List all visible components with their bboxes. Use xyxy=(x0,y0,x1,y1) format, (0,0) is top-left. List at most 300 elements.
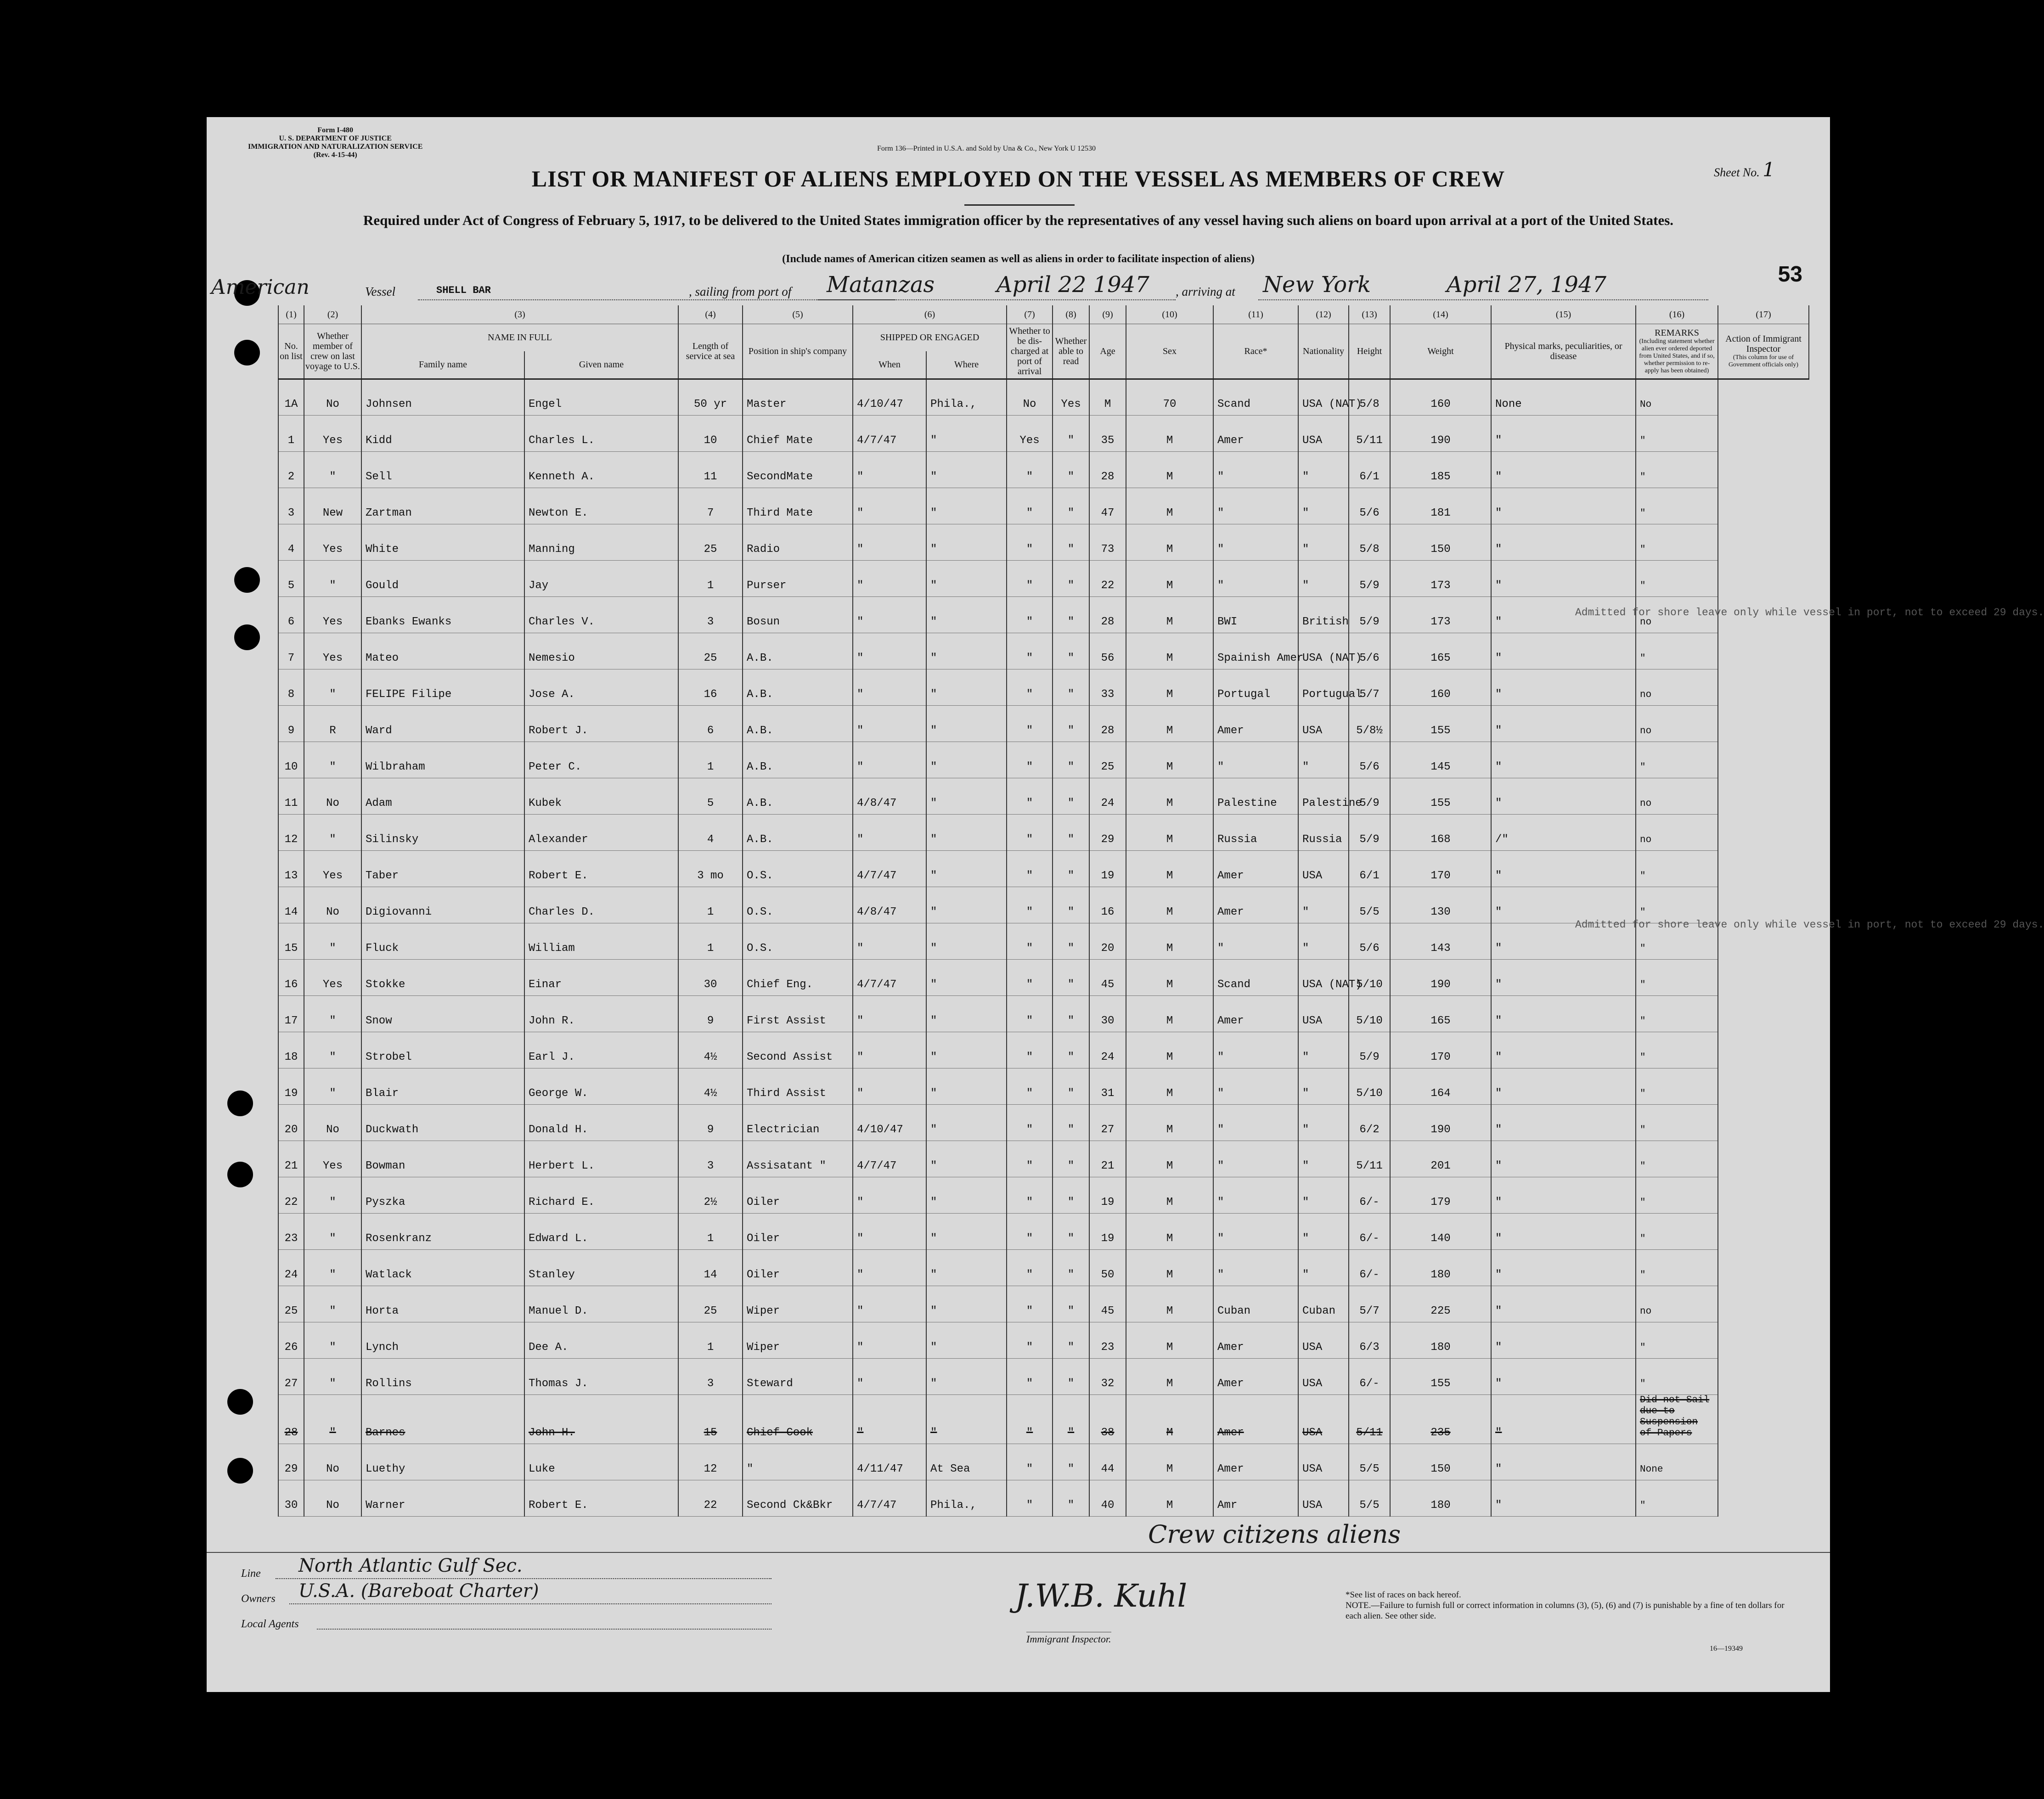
height: 5/7 xyxy=(1349,669,1390,705)
remarks: no xyxy=(1636,596,1718,633)
able-read: " xyxy=(1053,596,1089,633)
height: 5/8 xyxy=(1349,379,1390,415)
form-number: Form I-480 xyxy=(317,126,354,134)
shipped-when: " xyxy=(853,560,926,596)
shipped-when: 4/7/47 xyxy=(853,1141,926,1177)
remarks: " xyxy=(1636,923,1718,959)
length-service: 4 xyxy=(678,814,743,850)
nationality: " xyxy=(1298,488,1349,524)
weight: 190 xyxy=(1390,1104,1491,1141)
sex: M xyxy=(1126,1358,1213,1394)
physical-marks: " xyxy=(1491,995,1636,1032)
family-name: Rollins xyxy=(361,1358,524,1394)
race: " xyxy=(1213,742,1298,778)
discharged: " xyxy=(1007,742,1053,778)
race: " xyxy=(1213,1213,1298,1249)
race: Spainish Amer xyxy=(1213,633,1298,669)
physical-marks: " xyxy=(1491,923,1636,959)
table-row xyxy=(278,1141,1809,1177)
prev-voyage: R xyxy=(304,705,361,742)
nationality: Portugual xyxy=(1298,669,1349,705)
prev-voyage: " xyxy=(304,1177,361,1213)
weight: 168 xyxy=(1390,814,1491,850)
shipped-where: " xyxy=(926,560,1007,596)
physical-marks: " xyxy=(1491,1286,1636,1322)
agents-label: Local Agents xyxy=(241,1618,299,1630)
age: 45 xyxy=(1089,1286,1126,1322)
length-service: 3 xyxy=(678,1358,743,1394)
punch-hole xyxy=(227,1162,253,1187)
header-able-read: Whether able to read xyxy=(1053,324,1089,379)
age: 28 xyxy=(1089,451,1126,488)
row-number: 17 xyxy=(278,995,304,1032)
able-read: " xyxy=(1053,887,1089,923)
shipped-when: " xyxy=(853,596,926,633)
prev-voyage: " xyxy=(304,451,361,488)
sex: M xyxy=(1126,451,1213,488)
sex: M xyxy=(1126,560,1213,596)
length-service: 25 xyxy=(678,1286,743,1322)
voyage-line xyxy=(207,271,1830,303)
height: 6/- xyxy=(1349,1177,1390,1213)
row-number: 15 xyxy=(278,923,304,959)
able-read: Yes xyxy=(1053,379,1089,415)
weight: 173 xyxy=(1390,596,1491,633)
race: Amer xyxy=(1213,1444,1298,1480)
form-subtitle: Required under Act of Congress of February 5, 1917, to be delivered to the United States immigration officer by the representatives of any vessel having such aliens on board upon arrival at a port of the United States. xyxy=(363,212,1674,228)
shipped-when: 4/11/47 xyxy=(853,1444,926,1480)
physical-marks: " xyxy=(1491,705,1636,742)
inspector-signature: J.W.B. Kuhl xyxy=(1015,1578,1188,1614)
sex: M xyxy=(1126,669,1213,705)
position: Third Assist xyxy=(743,1068,853,1104)
prev-voyage: " xyxy=(304,669,361,705)
age: 50 xyxy=(1089,1249,1126,1286)
row-number: 14 xyxy=(278,887,304,923)
able-read: " xyxy=(1053,1286,1089,1322)
form-title: LIST OR MANIFEST OF ALIENS EMPLOYED ON THE VESSEL AS MEMBERS OF CREW xyxy=(531,166,1505,191)
age: M xyxy=(1089,379,1126,415)
discharged: " xyxy=(1007,1480,1053,1516)
position: O.S. xyxy=(743,850,853,887)
nationality: USA xyxy=(1298,415,1349,451)
age: 40 xyxy=(1089,1480,1126,1516)
remarks: " xyxy=(1636,1249,1718,1286)
family-name: Digiovanni xyxy=(361,887,524,923)
able-read: " xyxy=(1053,633,1089,669)
physical-marks: " xyxy=(1491,1104,1636,1141)
age: 24 xyxy=(1089,1032,1126,1068)
family-name: Luethy xyxy=(361,1444,524,1480)
shipped-when: 4/7/47 xyxy=(853,959,926,995)
height: 6/- xyxy=(1349,1249,1390,1286)
able-read: " xyxy=(1053,415,1089,451)
punch-hole xyxy=(234,567,260,593)
length-service: 11 xyxy=(678,451,743,488)
remarks: " xyxy=(1636,633,1718,669)
prev-voyage: No xyxy=(304,379,361,415)
shipped-where: " xyxy=(926,887,1007,923)
table-row xyxy=(278,560,1809,596)
discharged: " xyxy=(1007,1444,1053,1480)
age: 45 xyxy=(1089,959,1126,995)
given-name: Kubek xyxy=(524,778,678,814)
length-service: 3 xyxy=(678,1141,743,1177)
remarks: no xyxy=(1636,705,1718,742)
remarks: " xyxy=(1636,415,1718,451)
owners-label: Owners xyxy=(241,1593,276,1605)
age: 21 xyxy=(1089,1141,1126,1177)
family-name: Rosenkranz xyxy=(361,1213,524,1249)
race: Portugal xyxy=(1213,669,1298,705)
position: Steward xyxy=(743,1358,853,1394)
prev-voyage: " xyxy=(304,995,361,1032)
physical-marks: " xyxy=(1491,524,1636,560)
nationality: USA xyxy=(1298,1394,1349,1444)
physical-marks: None xyxy=(1491,379,1636,415)
remarks: " xyxy=(1636,1141,1718,1177)
length-service: 1 xyxy=(678,887,743,923)
age: 28 xyxy=(1089,705,1126,742)
table-row xyxy=(278,995,1809,1032)
able-read: " xyxy=(1053,959,1089,995)
position: Purser xyxy=(743,560,853,596)
prev-voyage: No xyxy=(304,887,361,923)
row-number: 8 xyxy=(278,669,304,705)
height: 5/10 xyxy=(1349,995,1390,1032)
position: Chief Cook xyxy=(743,1394,853,1444)
family-name: Blair xyxy=(361,1068,524,1104)
shipped-where: " xyxy=(926,415,1007,451)
position: A.B. xyxy=(743,669,853,705)
discharged: " xyxy=(1007,524,1053,560)
prev-voyage: " xyxy=(304,1322,361,1358)
sex: M xyxy=(1126,524,1213,560)
table-row xyxy=(278,1032,1809,1068)
shipped-where: " xyxy=(926,596,1007,633)
shipped-where: " xyxy=(926,1177,1007,1213)
family-name: Gould xyxy=(361,560,524,596)
remarks: " xyxy=(1636,1032,1718,1068)
nationality: " xyxy=(1298,923,1349,959)
age: 44 xyxy=(1089,1444,1126,1480)
prev-voyage: No xyxy=(304,1444,361,1480)
family-name: Duckwath xyxy=(361,1104,524,1141)
length-service: 1 xyxy=(678,1213,743,1249)
position: Chief Eng. xyxy=(743,959,853,995)
header-remarks: REMARKS (Including statement whether alien ever ordered deported from United States, and if so, whether permission to re-apply has been obtained) xyxy=(1636,324,1718,379)
shipped-where: " xyxy=(926,633,1007,669)
race: Russia xyxy=(1213,814,1298,850)
shipped-when: 4/10/47 xyxy=(853,1104,926,1141)
remarks: " xyxy=(1636,887,1718,923)
header-prev-voyage: Whether member of crew on last voyage to U.S. xyxy=(304,324,361,379)
shipped-when: 4/8/47 xyxy=(853,887,926,923)
table-row xyxy=(278,742,1809,778)
header-position: Position in ship's company xyxy=(743,324,853,379)
position: Electrician xyxy=(743,1104,853,1141)
remarks: no xyxy=(1636,778,1718,814)
position: A.B. xyxy=(743,778,853,814)
given-name: Manning xyxy=(524,524,678,560)
able-read: " xyxy=(1053,1177,1089,1213)
row-number: 24 xyxy=(278,1249,304,1286)
table-row xyxy=(278,379,1809,415)
discharged: " xyxy=(1007,923,1053,959)
remarks: " xyxy=(1636,959,1718,995)
physical-marks: " xyxy=(1491,1394,1636,1444)
shore-leave-stamp: Admitted for shore leave only while vessel in port, not to exceed 29 days. xyxy=(1575,607,2044,618)
table-row xyxy=(278,524,1809,560)
remarks: " xyxy=(1636,524,1718,560)
table-row xyxy=(278,1322,1809,1358)
nationality: Cuban xyxy=(1298,1286,1349,1322)
family-name: Kidd xyxy=(361,415,524,451)
position: A.B. xyxy=(743,814,853,850)
age: 23 xyxy=(1089,1322,1126,1358)
age: 31 xyxy=(1089,1068,1126,1104)
weight: 165 xyxy=(1390,995,1491,1032)
table-row xyxy=(278,1068,1809,1104)
given-name: Donald H. xyxy=(524,1104,678,1141)
length-service: 1 xyxy=(678,560,743,596)
height: 5/9 xyxy=(1349,1032,1390,1068)
shipped-where: " xyxy=(926,524,1007,560)
physical-marks: " xyxy=(1491,1480,1636,1516)
table-row xyxy=(278,1104,1809,1141)
able-read: " xyxy=(1053,1444,1089,1480)
physical-marks: " xyxy=(1491,959,1636,995)
shipped-when: 4/7/47 xyxy=(853,1480,926,1516)
remarks: " xyxy=(1636,1104,1718,1141)
able-read: " xyxy=(1053,1249,1089,1286)
nationality: USA xyxy=(1298,1358,1349,1394)
age: 47 xyxy=(1089,488,1126,524)
family-name: Ward xyxy=(361,705,524,742)
nationality: USA xyxy=(1298,850,1349,887)
table-row xyxy=(278,1358,1809,1394)
sex: M xyxy=(1126,814,1213,850)
sex: M xyxy=(1126,1249,1213,1286)
page-number: 53 xyxy=(1778,262,1802,287)
sex: M xyxy=(1126,1177,1213,1213)
length-service: 4½ xyxy=(678,1068,743,1104)
weight: 165 xyxy=(1390,633,1491,669)
prev-voyage: " xyxy=(304,1358,361,1394)
nationality: USA xyxy=(1298,995,1349,1032)
given-name: Earl J. xyxy=(524,1032,678,1068)
shipped-when: " xyxy=(853,1358,926,1394)
given-name: Richard E. xyxy=(524,1177,678,1213)
race: " xyxy=(1213,923,1298,959)
able-read: " xyxy=(1053,778,1089,814)
form-department: U. S. DEPARTMENT OF JUSTICE xyxy=(279,135,392,142)
discharged: " xyxy=(1007,669,1053,705)
shipped-where: " xyxy=(926,1213,1007,1249)
remarks: " xyxy=(1636,1358,1718,1394)
discharged: " xyxy=(1007,1322,1053,1358)
punch-hole xyxy=(227,1389,253,1415)
sex: M xyxy=(1126,1104,1213,1141)
vessel-name: SHELL BAR xyxy=(436,285,491,296)
weight: 179 xyxy=(1390,1177,1491,1213)
shipped-where: " xyxy=(926,1104,1007,1141)
able-read: " xyxy=(1053,1032,1089,1068)
shipped-where: " xyxy=(926,778,1007,814)
port-from: Matanzas xyxy=(827,272,935,298)
length-service: 1 xyxy=(678,742,743,778)
line-label: Line xyxy=(241,1568,261,1580)
given-name: Charles L. xyxy=(524,415,678,451)
physical-marks: " xyxy=(1491,1322,1636,1358)
header-length-service: Length of service at sea xyxy=(678,324,743,379)
agents-underline xyxy=(317,1629,771,1630)
shipped-when: " xyxy=(853,814,926,850)
header-height: Height xyxy=(1349,324,1390,379)
race: Amer xyxy=(1213,1394,1298,1444)
prev-voyage: Yes xyxy=(304,596,361,633)
header-family-name: Family name xyxy=(361,351,524,379)
able-read: " xyxy=(1053,524,1089,560)
shipped-where: " xyxy=(926,1394,1007,1444)
weight: 170 xyxy=(1390,850,1491,887)
physical-marks: " xyxy=(1491,1213,1636,1249)
sex: M xyxy=(1126,1480,1213,1516)
remarks: " xyxy=(1636,850,1718,887)
nationality: " xyxy=(1298,1032,1349,1068)
position: Bosun xyxy=(743,596,853,633)
row-number: 11 xyxy=(278,778,304,814)
shipped-when: " xyxy=(853,1177,926,1213)
prev-voyage: Yes xyxy=(304,524,361,560)
row-number: 4 xyxy=(278,524,304,560)
shipped-where: " xyxy=(926,850,1007,887)
sailing-label: , sailing from port of xyxy=(689,285,792,298)
age: 56 xyxy=(1089,633,1126,669)
given-name: Thomas J. xyxy=(524,1358,678,1394)
given-name: Robert J. xyxy=(524,705,678,742)
given-name: Edward L. xyxy=(524,1213,678,1249)
shipped-when: " xyxy=(853,1286,926,1322)
header-discharged: Whether to be dis-charged at port of arrival xyxy=(1007,324,1053,379)
physical-marks: " xyxy=(1491,1249,1636,1286)
prev-voyage: " xyxy=(304,560,361,596)
length-service: 16 xyxy=(678,669,743,705)
family-name: Barnes xyxy=(361,1394,524,1444)
row-number: 21 xyxy=(278,1141,304,1177)
position: A.B. xyxy=(743,742,853,778)
header-weight: Weight xyxy=(1390,324,1491,379)
date-from: April 22 1947 xyxy=(997,272,1149,298)
weight: 180 xyxy=(1390,1480,1491,1516)
shipped-when: " xyxy=(853,524,926,560)
weight: 185 xyxy=(1390,451,1491,488)
family-name: Wilbraham xyxy=(361,742,524,778)
age: 25 xyxy=(1089,742,1126,778)
height: 6/1 xyxy=(1349,850,1390,887)
shipped-where: " xyxy=(926,1358,1007,1394)
shipped-where: Phila., xyxy=(926,379,1007,415)
row-number: 28 xyxy=(278,1394,304,1444)
given-name: Jose A. xyxy=(524,669,678,705)
line-underline xyxy=(276,1578,771,1579)
race: " xyxy=(1213,1249,1298,1286)
nationality: " xyxy=(1298,1104,1349,1141)
form-revision: (Rev. 4-15-44) xyxy=(313,151,357,159)
discharged: " xyxy=(1007,1286,1053,1322)
position: SecondMate xyxy=(743,451,853,488)
position: Wiper xyxy=(743,1286,853,1322)
header-no-on-list: No. on list xyxy=(278,324,304,379)
prev-voyage: No xyxy=(304,1104,361,1141)
prev-voyage: " xyxy=(304,1068,361,1104)
height: 6/- xyxy=(1349,1213,1390,1249)
shipped-where: " xyxy=(926,488,1007,524)
height: 5/6 xyxy=(1349,742,1390,778)
shipped-where: " xyxy=(926,1322,1007,1358)
height: 5/7 xyxy=(1349,1286,1390,1322)
table-row xyxy=(278,1394,1809,1444)
weight: 155 xyxy=(1390,1358,1491,1394)
weight: 160 xyxy=(1390,379,1491,415)
row-number: 7 xyxy=(278,633,304,669)
able-read: " xyxy=(1053,451,1089,488)
table-row xyxy=(278,705,1809,742)
height: 5/5 xyxy=(1349,887,1390,923)
prev-voyage: " xyxy=(304,1286,361,1322)
height: 5/9 xyxy=(1349,596,1390,633)
arriving-label: , arriving at xyxy=(1176,285,1235,298)
remarks: " xyxy=(1636,742,1718,778)
discharged: " xyxy=(1007,488,1053,524)
row-number: 30 xyxy=(278,1480,304,1516)
age: 22 xyxy=(1089,560,1126,596)
shipped-when: " xyxy=(853,742,926,778)
weight: 180 xyxy=(1390,1249,1491,1286)
physical-marks: " xyxy=(1491,415,1636,451)
table-row xyxy=(278,778,1809,814)
family-name: Zartman xyxy=(361,488,524,524)
table-row xyxy=(278,1444,1809,1480)
weight: 225 xyxy=(1390,1286,1491,1322)
height: 5/6 xyxy=(1349,633,1390,669)
able-read: " xyxy=(1053,1068,1089,1104)
prev-voyage: " xyxy=(304,1032,361,1068)
row-number: 1 xyxy=(278,415,304,451)
title-divider xyxy=(964,204,1075,206)
given-name: Dee A. xyxy=(524,1322,678,1358)
age: 33 xyxy=(1089,669,1126,705)
table-row xyxy=(278,1177,1809,1213)
header-age: Age xyxy=(1089,324,1126,379)
family-name: Taber xyxy=(361,850,524,887)
family-name: Johnsen xyxy=(361,379,524,415)
sex: 70 xyxy=(1126,379,1213,415)
race: Scand xyxy=(1213,379,1298,415)
shipped-when: " xyxy=(853,1249,926,1286)
given-name: Peter C. xyxy=(524,742,678,778)
remarks: " xyxy=(1636,560,1718,596)
weight: 155 xyxy=(1390,705,1491,742)
height: 5/10 xyxy=(1349,1068,1390,1104)
position: Master xyxy=(743,379,853,415)
race: Amer xyxy=(1213,995,1298,1032)
row-number: 22 xyxy=(278,1177,304,1213)
sex: M xyxy=(1126,742,1213,778)
header-when: When xyxy=(853,351,926,379)
table-row xyxy=(278,1480,1809,1516)
length-service: 7 xyxy=(678,488,743,524)
